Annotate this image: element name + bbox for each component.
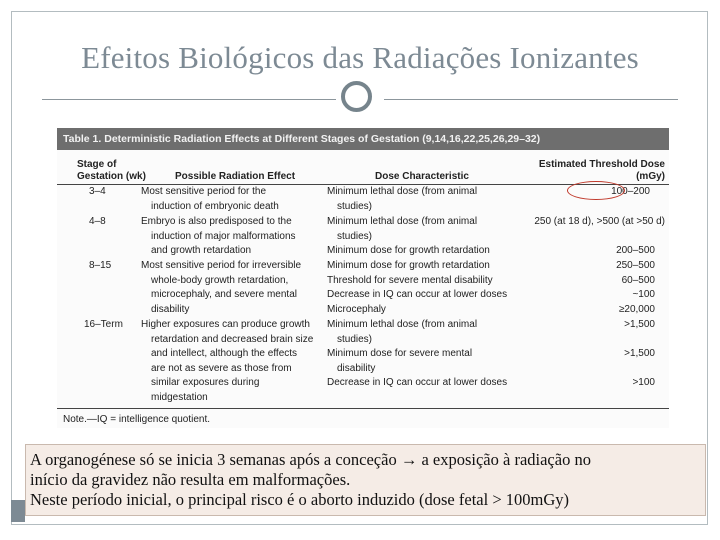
effect-line: retardation and decreased brain size: [151, 333, 314, 345]
effect-line: midgestation: [151, 391, 208, 403]
effect-line: whole-body growth retardation,: [151, 274, 289, 286]
row-effect: [141, 215, 296, 259]
dose-line: Threshold for severe mental disability: [327, 274, 493, 286]
summary-callout: [25, 444, 706, 516]
row-effect: [141, 259, 301, 317]
effect-line: Embryo is also predisposed to the: [141, 216, 292, 227]
effect-line: and growth retardation: [151, 245, 252, 256]
footer-rule: [57, 408, 669, 409]
row-stage: 4–8: [89, 216, 106, 227]
threshold-line: 250 (at 18 d), >500 (at >50 d): [534, 216, 665, 227]
threshold-line: [519, 333, 665, 348]
row-threshold: [519, 215, 665, 259]
slide-accent-bar: [11, 500, 25, 522]
divider-circle-ornament: [341, 81, 372, 112]
row-stage: 3–4: [89, 186, 106, 197]
threshold-line: >1,500: [624, 319, 655, 330]
dose-line: Minimum lethal dose (from animal: [327, 216, 478, 227]
threshold-line: 200–500: [616, 245, 655, 256]
callout-line-1: [30, 450, 701, 470]
threshold-line: [519, 230, 665, 245]
slide-title: Efeitos Biológicos das Radiações Ionizantes: [81, 40, 639, 75]
header-threshold-line1: Estimated Threshold Dose: [538, 159, 665, 170]
row-threshold: [519, 318, 665, 391]
header-threshold: [529, 159, 665, 183]
effect-line: are not as severe as those from: [151, 362, 292, 374]
title-divider-left: [42, 99, 336, 100]
effect-line: Higher exposures can produce growth: [141, 319, 310, 330]
callout-line-3: Neste período inicial, o principal risco é o aborto induzido (dose fetal > 100mGy): [30, 490, 569, 509]
threshold-line: [519, 362, 665, 377]
effect-line: induction of embryonic death: [151, 200, 279, 212]
threshold-highlight-ellipse: [567, 181, 625, 200]
effect-line: disability: [151, 303, 190, 315]
row-threshold: [519, 259, 665, 317]
callout-text: A organogénese só se inicia 3 semanas após a conceção: [30, 450, 397, 469]
header-stage-line1: Stage of: [77, 159, 117, 170]
dose-line: disability: [337, 362, 376, 374]
effect-line: Most sensitive period for the: [141, 186, 267, 197]
header-threshold-line2: (mGy): [636, 171, 665, 182]
row-dose: [327, 318, 507, 391]
dose-line: Minimum dose for severe mental: [327, 348, 473, 359]
callout-line-2: início da gravidez não resulta em malformações.: [30, 470, 351, 489]
threshold-line: 250–500: [616, 260, 655, 271]
threshold-line: ~100: [632, 289, 655, 300]
dose-line: Decrease in IQ can occur at lower doses: [327, 289, 508, 300]
row-stage: 16–Term: [84, 319, 123, 330]
dose-line: Minimum dose for growth retardation: [327, 260, 490, 271]
header-dose: Dose Characteristic: [375, 171, 469, 182]
callout-text: a exposição à radiação no: [421, 450, 591, 469]
dose-line: Minimum lethal dose (from animal: [327, 319, 478, 330]
dose-line: Microcephaly: [327, 303, 386, 315]
header-stage: [77, 159, 146, 183]
dose-line: Minimum lethal dose (from animal: [327, 186, 478, 197]
effect-line: similar exposures during: [151, 377, 260, 388]
effect-line: and intellect, although the effects: [151, 348, 298, 359]
arrow-icon: →: [400, 450, 418, 469]
dose-line: studies): [337, 230, 373, 242]
table-note: Note.—IQ = intelligence quotient.: [63, 414, 211, 425]
header-effect: Possible Radiation Effect: [175, 171, 296, 182]
header-stage-line2: Gestation (wk): [77, 171, 146, 182]
threshold-line: >100: [632, 377, 655, 388]
row-stage: 8–15: [89, 260, 112, 271]
row-effect: [141, 185, 279, 214]
dose-line: Minimum dose for growth retardation: [327, 245, 490, 256]
row-dose: [327, 185, 477, 214]
threshold-line: ≥20,000: [618, 303, 655, 315]
effect-line: Most sensitive period for irreversible: [141, 260, 302, 271]
row-dose: [327, 215, 490, 259]
dose-line: studies): [337, 333, 373, 345]
threshold-line: 100–200: [611, 186, 650, 197]
table-caption: Table 1. Deterministic Radiation Effects at Different Stages of Gestation (9,14,16,22,25,26,29–32): [57, 128, 669, 150]
effect-line: microcephaly, and severe mental: [151, 289, 297, 300]
radiation-effects-table: [57, 128, 669, 428]
dose-line: Decrease in IQ can occur at lower doses: [327, 377, 508, 388]
dose-line: studies): [337, 200, 373, 212]
threshold-line: 60–500: [621, 274, 655, 286]
row-effect: [141, 318, 313, 405]
row-dose: [327, 259, 507, 317]
effect-line: induction of major malformations: [151, 230, 296, 242]
threshold-line: >1,500: [624, 348, 655, 359]
title-divider-right: [384, 99, 678, 100]
